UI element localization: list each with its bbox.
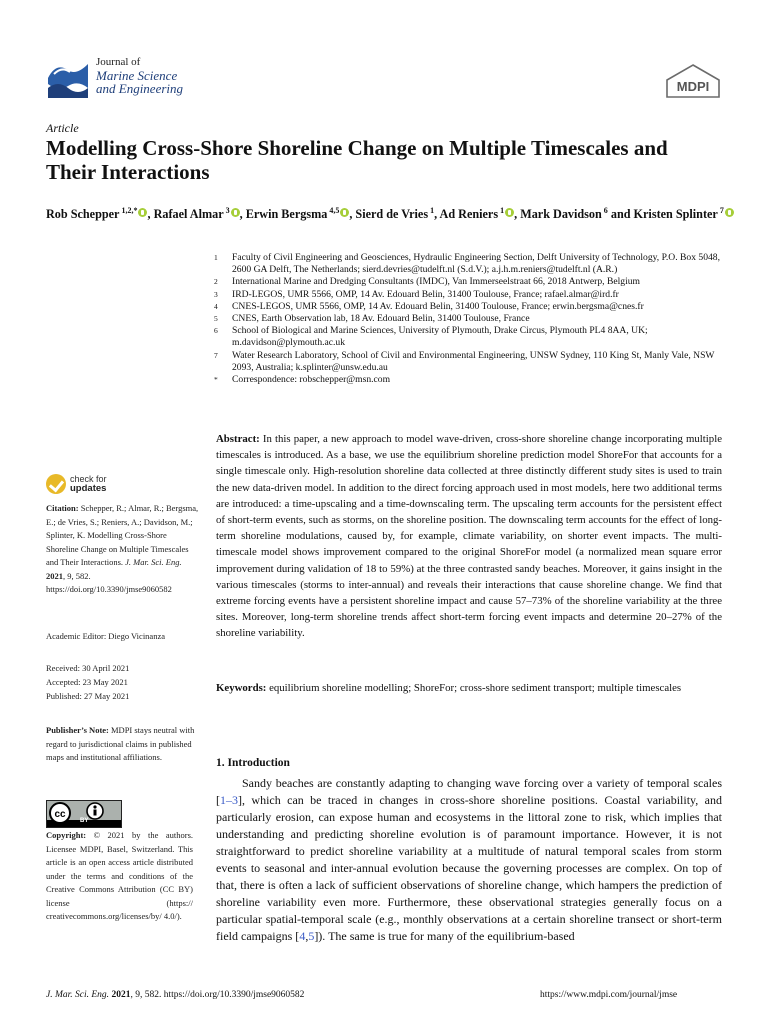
journal-name-line1: Marine Science	[96, 68, 178, 83]
received-date: Received: 30 April 2021	[46, 663, 130, 673]
publisher-note	[46, 724, 201, 765]
updates-label[interactable]: updates	[70, 483, 107, 494]
affiliation-item	[214, 325, 724, 349]
affiliation-text: Correspondence: robschepper@msn.com	[232, 374, 391, 386]
author-affiliation-marker: 1	[430, 206, 435, 215]
orcid-icon[interactable]	[231, 208, 240, 217]
author-separator: ,	[434, 207, 440, 222]
affiliation-text: Water Research Laboratory, School of Civil and Environmental Engineering, UNSW Sydney, 110 King St, Manly Vale, NSW 2093, Australia; k.splinter@unsw.edu.au	[232, 349, 715, 373]
affiliation-text: International Marine and Dredging Consultants (IMDC), Van Immerseelstraat 66, 2018 Antwerp, Belgium	[232, 276, 641, 288]
check-for-label[interactable]: check for	[70, 474, 107, 484]
article-title: Modelling Cross-Shore Shoreline Change on Multiple Timescales and Their Interactions	[46, 136, 668, 184]
author-separator: ,	[349, 207, 356, 222]
footer-citation	[46, 990, 304, 1000]
citation-year: 2021	[46, 570, 63, 581]
affiliation-number: *	[214, 375, 218, 385]
mdpi-logo	[664, 64, 722, 98]
citation-journal: J. Mar. Sci. Eng.	[125, 557, 182, 567]
author-separator: and	[607, 207, 634, 222]
author-separator: ,	[147, 207, 154, 222]
cc-by-label: BY	[80, 818, 89, 824]
journal-of-label: Journal of	[96, 56, 141, 68]
academic-editor: Academic Editor: Diego Vicinanza	[46, 631, 165, 641]
abstract	[216, 431, 722, 642]
reference-link-1-3[interactable]: 1–3	[220, 793, 238, 807]
author-affiliation-marker: 3	[225, 206, 230, 215]
keywords-text: equilibrium shoreline modelling; ShoreFor; cross-shore sediment transport; multiple timescales	[269, 682, 682, 694]
affiliation-item	[214, 350, 724, 374]
author-name: Ad Reniers	[439, 207, 499, 222]
ref-separator: ,	[305, 929, 309, 943]
affiliation-number: 5	[214, 314, 218, 324]
affiliation-text: Faculty of Civil Engineering and Geosciences, Hydraulic Engineering Section, Delft University of Technology, P.O. Box 5048, 2600 GA Delft, The Netherlands; sierd.devries@tudelft.nl (S.d.V.); a.j.h.m.reniers@tudelft.nl (A.R.)	[232, 252, 720, 276]
affiliation-number: 6	[214, 326, 218, 336]
abstract-text: In this paper, a new approach to model wave-driven, cross-shore shoreline change incorporating multiple timescales is introduced. As a base, we use the equilibrium shoreline prediction model ShoreFor that accounts for a single timescale only. High-resolution shoreline data collected at three distinctly different study sites is used to train the new data-driven model. In addition to the direct forcing approach used in most models, here two additional terms are introduced: a time-upscaling and a time-downscaling term. The upscaling term accounts for the persistent effect of short-term events, such as storms, on the shoreline position. The downscaling term accounts for the effect of long-term shoreline modulations, caused by, for example, climate variability, on shorter event impacts. The multi-timescale model shows improvement compared to the original ShoreFor model (a normalized mean square error improvement during validation of 18 to 59%) at the three contrasted sandy beaches. Moreover, it gains insight in the various timescales (storms to inter-annual) and reveals their interactions that cause shoreline change. We find that extreme forcing events have a persistent shoreline impact and cause 57–73% of the shoreline variability at the three sites. Moreover, long-term shoreline trends affect short-term forcing event impacts and determine 20–27% of the shoreline variability.	[216, 433, 722, 640]
affiliation-item	[214, 252, 724, 276]
article-type: Article	[46, 121, 79, 135]
orcid-icon[interactable]	[505, 208, 514, 217]
publisher-note-text: MDPI stays neutral with regard to jurisdictional claims in published maps and institutional affiliations.	[46, 725, 195, 762]
author-affiliation-marker: 7	[719, 206, 724, 215]
abstract-label: Abstract:	[216, 433, 260, 445]
journal-name-line2: and Engineering	[96, 81, 184, 96]
author-name: Sierd de Vries	[355, 207, 429, 222]
citation-rest: , 9, 582. https://doi.org/10.3390/jmse9060582	[46, 570, 172, 594]
affiliation-number: 7	[214, 350, 218, 360]
affiliation-number: 1	[214, 253, 218, 262]
journal-logo	[46, 58, 90, 100]
author-name: Kristen Splinter	[633, 207, 718, 222]
citation-block	[46, 502, 201, 597]
copyright-label: Copyright:	[46, 830, 87, 840]
author-name: Erwin Bergsma	[245, 207, 328, 222]
affiliation-text: CNES-LEGOS, UMR 5566, OMP, 14 Av. Edouard Belin, 31400 Toulouse, France; erwin.bergsma@cnes.fr	[232, 300, 644, 312]
affiliation-item	[214, 313, 724, 325]
citation-text: Schepper, R.; Almar, R.; Bergsma, E.; de Vries, S.; Reniers, A.; Davidson, M.; Splinter, K. Modelling Cross-Shore Shoreline Change on Multiple Timescales and Their Interactions.	[46, 503, 199, 567]
journal-name	[96, 69, 266, 95]
author-separator: ,	[239, 207, 246, 222]
publisher-note-label: Publisher’s Note:	[46, 725, 109, 735]
affiliation-text: School of Biological and Marine Sciences, University of Plymouth, Drake Circus, Plymouth PL4 8AA, UK; m.davidson@plymouth.ac.uk	[232, 325, 648, 349]
citation-label: Citation:	[46, 503, 79, 513]
keywords-label: Keywords:	[216, 682, 267, 694]
affiliation-text: IRD-LEGOS, UMR 5566, OMP, 14 Av. Edouard Belin, 31400 Toulouse, France; rafael.almar@ird.fr	[232, 288, 619, 300]
affiliations	[214, 252, 724, 386]
author-affiliation-marker: 1,2,*	[121, 206, 138, 215]
copyright-text: © 2021 by the authors. Licensee MDPI, Basel, Switzerland. This article is an open access article distributed under the terms and conditions of the Creative Commons Attribution (CC BY) license (https:// creativecommons.org/licenses/by/ 4.0/).	[46, 830, 194, 921]
footer-rest: , 9, 582. https://doi.org/10.3390/jmse9060582	[130, 990, 305, 1000]
affiliation-number: 2	[214, 277, 218, 287]
footer-journal: J. Mar. Sci. Eng.	[46, 990, 110, 1000]
author-list	[46, 203, 736, 222]
reference-link-4[interactable]: 4	[299, 929, 306, 943]
affiliation-item	[214, 301, 724, 313]
orcid-icon[interactable]	[725, 208, 734, 217]
intro-text-a: Sandy beaches are constantly adapting to changing wave forcing over a variety of temporal scales [	[216, 776, 722, 807]
published-date: Published: 27 May 2021	[46, 691, 130, 701]
author-name: Rob Schepper	[46, 207, 120, 222]
affiliation-item	[214, 276, 724, 288]
intro-text-c: ]). The same is true for many of the equilibrium-based	[314, 929, 575, 943]
accepted-date: Accepted: 23 May 2021	[46, 677, 128, 687]
introduction-body	[216, 775, 722, 945]
footer-journal-url[interactable]: https://www.mdpi.com/journal/jmse	[540, 990, 678, 1000]
introduction-paragraph	[216, 775, 722, 945]
intro-text-b: ], which can be traced in changes in cross-shore shoreline positions. Coastal variability, and particularly erosion, can expose human and ecosystems in the littoral zone to risk, which implies that understanding and predicting shoreline evolution is of paramount importance. However, it is not straightforward to predict shoreline variability at a multitude of natural temporal scales from storm events to seasonal and inter-annual evolution because the governing processes are complex. On top of that, there is often a lack of sufficient observations of shoreline change, which hampers the prediction of shoreline variability even more. Furthermore, these observational strategies generally focus on a particular spatial-temporal scale (e.g., monthly observations at a certain shoreline transect or short-term field campaigns [	[216, 793, 722, 943]
footer-year: 2021	[111, 990, 131, 1000]
svg-text:cc: cc	[54, 809, 66, 820]
author-affiliation-marker: 1	[500, 206, 505, 215]
section-heading-introduction: 1. Introduction	[216, 757, 290, 769]
mdpi-logo-text: MDPI	[676, 79, 710, 94]
copyright-block	[46, 829, 193, 924]
affiliation-number: 3	[214, 289, 218, 299]
affiliation-number: 4	[214, 301, 218, 311]
affiliation-item	[214, 374, 724, 386]
affiliation-text: CNES, Earth Observation lab, 18 Av. Edouard Belin, 31400 Toulouse, France	[232, 313, 530, 325]
author-name: Rafael Almar	[153, 207, 224, 222]
keywords	[216, 680, 722, 696]
orcid-icon[interactable]	[340, 208, 349, 217]
author-affiliation-marker: 6	[603, 206, 608, 215]
author-separator: ,	[514, 207, 521, 222]
author-name: Mark Davidson	[520, 207, 602, 222]
affiliation-item	[214, 289, 724, 301]
author-affiliation-marker: 4,5	[329, 206, 340, 215]
reference-link-5[interactable]: 5	[308, 929, 315, 943]
